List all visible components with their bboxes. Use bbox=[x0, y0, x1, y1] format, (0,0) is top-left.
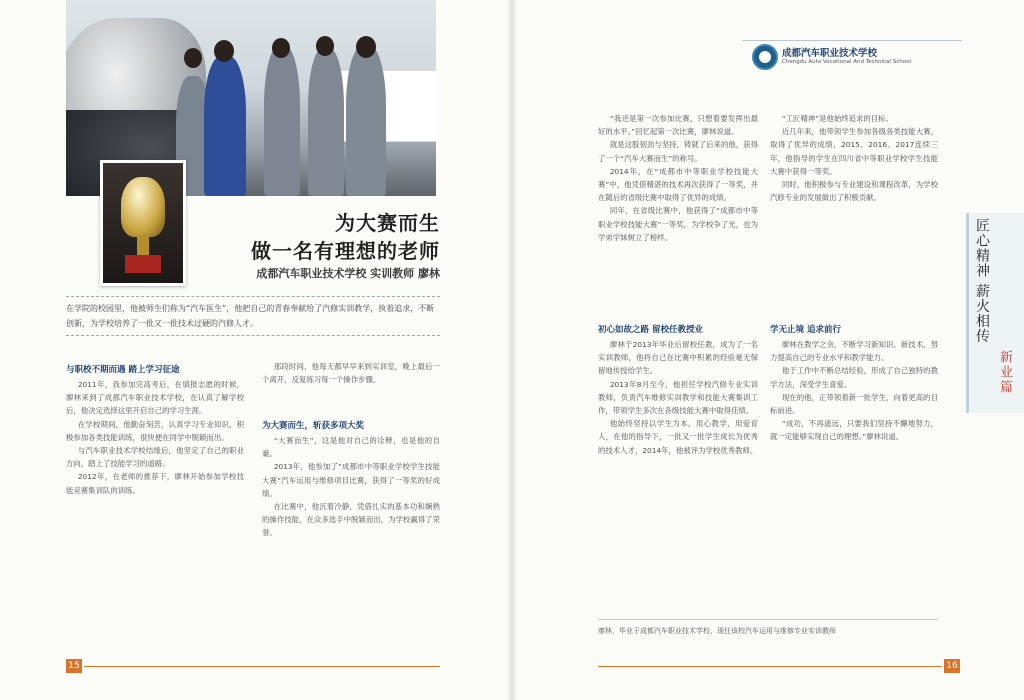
paragraph: 他于工作中不断总结经验，形成了自己独特的教学方法，深受学生喜爱。 bbox=[770, 366, 938, 389]
left-column-1 bbox=[66, 378, 244, 497]
school-name-en: Chengdu Auto Vocational And Technical School bbox=[782, 59, 911, 65]
paragraph: 近几年来，他带领学生参加各级各类技能大赛，取得了优异的成绩，2015、2016、2017连续三年，他指导的学生在四川省中等职业学校学生技能大赛中获得一等奖。 bbox=[770, 127, 938, 176]
page-number-right: 16 bbox=[944, 659, 960, 673]
right-column-b bbox=[770, 112, 938, 204]
school-logo-icon bbox=[752, 44, 778, 70]
student-2 bbox=[264, 46, 300, 196]
left-column-2 bbox=[262, 360, 440, 386]
right-column-a-b bbox=[598, 338, 758, 457]
student-1-head bbox=[184, 48, 202, 68]
col1-heading: 与职校不期而遇 踏上学习征途 bbox=[66, 365, 180, 375]
student-4 bbox=[346, 46, 386, 196]
paragraph: 2012年，在老师的推荐下，廖林开始参加学校技能竞赛集训队的训练。 bbox=[66, 472, 244, 495]
left-footer-rule bbox=[84, 666, 440, 667]
teacher bbox=[204, 56, 246, 196]
paragraph: 2013年8月至今，他担任学校汽修专业实训教师，负责汽车维修实训教学和技能大赛集训工作，带领学生多次在各级技能大赛中取得佳绩。 bbox=[598, 379, 758, 416]
right-column-b-b bbox=[770, 338, 938, 444]
headline-line1: 为大赛而生 bbox=[335, 211, 440, 235]
student-2-head bbox=[272, 38, 290, 58]
paragraph: 在学校期间，他勤奋刻苦，认真学习专业知识，积极参加各类技能训练，很快便在同学中脱颖而出。 bbox=[66, 419, 244, 442]
side-tab-title: 匠心精神 薪火相传 bbox=[974, 218, 990, 344]
student-4-head bbox=[356, 36, 376, 58]
intro-paragraph: 在学院的校园里，他被师生们称为“汽车医生”，他把自己的青春奉献给了汽修实训教学，执着追求，不断创新，为学校培养了一批又一批技术过硬的汽修人才。 bbox=[66, 296, 440, 336]
paragraph: 廖林在教学之余，不断学习新知识、新技术，努力提高自己的专业水平和教学能力。 bbox=[770, 340, 938, 363]
school-name: 成都汽车职业技术学校 bbox=[782, 48, 878, 59]
trophy-photo bbox=[100, 160, 186, 286]
paragraph: 现在的他，正带领着新一批学生，向着更高的目标前进。 bbox=[770, 392, 938, 416]
paragraph: 在比赛中，他沉着冷静，凭借扎实的基本功和娴熟的操作技能，在众多选手中脱颖而出，为学校赢得了荣誉。 bbox=[262, 502, 440, 538]
paragraph: 2011年，我参加完高考后，在填报志愿的时候，廖林来到了成都汽车职业技术学校，在认真了解学校后，他决定选择这里开启自己的学习生涯。 bbox=[66, 380, 244, 416]
paragraph: “我还是第一次参加比赛，只想着要发挥出最好的水平。”回忆起第一次比赛，廖林说道。 bbox=[598, 114, 758, 137]
trophy-cup bbox=[121, 177, 165, 237]
right-footer-rule bbox=[598, 666, 942, 667]
left-column-2b bbox=[262, 434, 440, 540]
headline-line2: 做一名有理想的老师 bbox=[251, 239, 440, 263]
paragraph: “工匠精神”是他始终追求的目标。 bbox=[781, 114, 893, 123]
paragraph: 那段时间，他每天都早早来到实训室，晚上最后一个离开，反复练习每一个操作步骤。 bbox=[262, 362, 440, 385]
col2-heading: 为大赛而生，斩获多项大奖 bbox=[262, 421, 365, 431]
paragraph: 就是这股韧劲与坚持，铸就了后来的他，获得了一个“汽车大赛而生”的称号。 bbox=[598, 140, 758, 163]
colA-heading: 初心如故之路 留校任教授业 bbox=[598, 325, 703, 335]
trophy-stem bbox=[137, 235, 149, 257]
page-number-left: 15 bbox=[66, 659, 82, 673]
photo-caption: 廖林，毕业于成都汽车职业技术学校，现任该校汽车运用与维修专业实训教师 bbox=[598, 619, 938, 636]
side-tab-subtitle: 新业篇 bbox=[997, 350, 1012, 395]
student-3 bbox=[308, 48, 344, 196]
paragraph: 同年，在省级比赛中，他获得了“成都市中等职业学校技能大赛”一等奖，为学校争了光，也为学弟学妹树立了榜样。 bbox=[598, 206, 758, 242]
paragraph: 他始终坚持以学生为本，用心教学，用爱育人，在他的指导下，一批又一批学生成长为优秀的技术人才，2014年，他被评为学校优秀教师。 bbox=[598, 419, 758, 455]
teacher-head bbox=[214, 40, 234, 62]
paragraph: 2014年，在“成都市中等职业学校技能大赛”中，他凭借精湛的技术再次获得了一等奖，并在随后的省级比赛中取得了优异的成绩。 bbox=[598, 166, 758, 203]
paragraph: “成功，不再遥远，只要我们坚持不懈地努力，就一定能够实现自己的理想。”廖林说道。 bbox=[770, 419, 938, 442]
paragraph: 与汽车职业技术学校结缘后，他坚定了自己的职业方向，踏上了技能学习的道路。 bbox=[66, 446, 244, 469]
student-3-head bbox=[316, 36, 334, 56]
colB-heading: 学无止境 追求前行 bbox=[770, 325, 841, 335]
page-gutter bbox=[508, 0, 516, 700]
right-column-a bbox=[598, 112, 758, 244]
paragraph: “大赛而生”，这是他对自己的诠释，也是他的自豪。 bbox=[262, 436, 440, 459]
paragraph: 廖林于2013年毕业后留校任教，成为了一名实训教师，他将自己在比赛中积累的经验毫无保留地传授给学生。 bbox=[598, 340, 758, 376]
byline: 成都汽车职业技术学校 实训教师 廖林 bbox=[256, 267, 440, 280]
header-rule bbox=[742, 40, 962, 41]
paragraph: 同时，他积极参与专业建设和课程改革，为学校汽修专业的发展做出了积极贡献。 bbox=[770, 180, 938, 203]
trophy-base bbox=[125, 255, 161, 273]
right-page bbox=[512, 0, 1024, 700]
school-header bbox=[752, 44, 952, 74]
paragraph: 2013年，他参加了“成都市中等职业学校学生技能大赛”汽车运用与维修项目比赛，获得了一等奖的好成绩。 bbox=[262, 462, 440, 498]
